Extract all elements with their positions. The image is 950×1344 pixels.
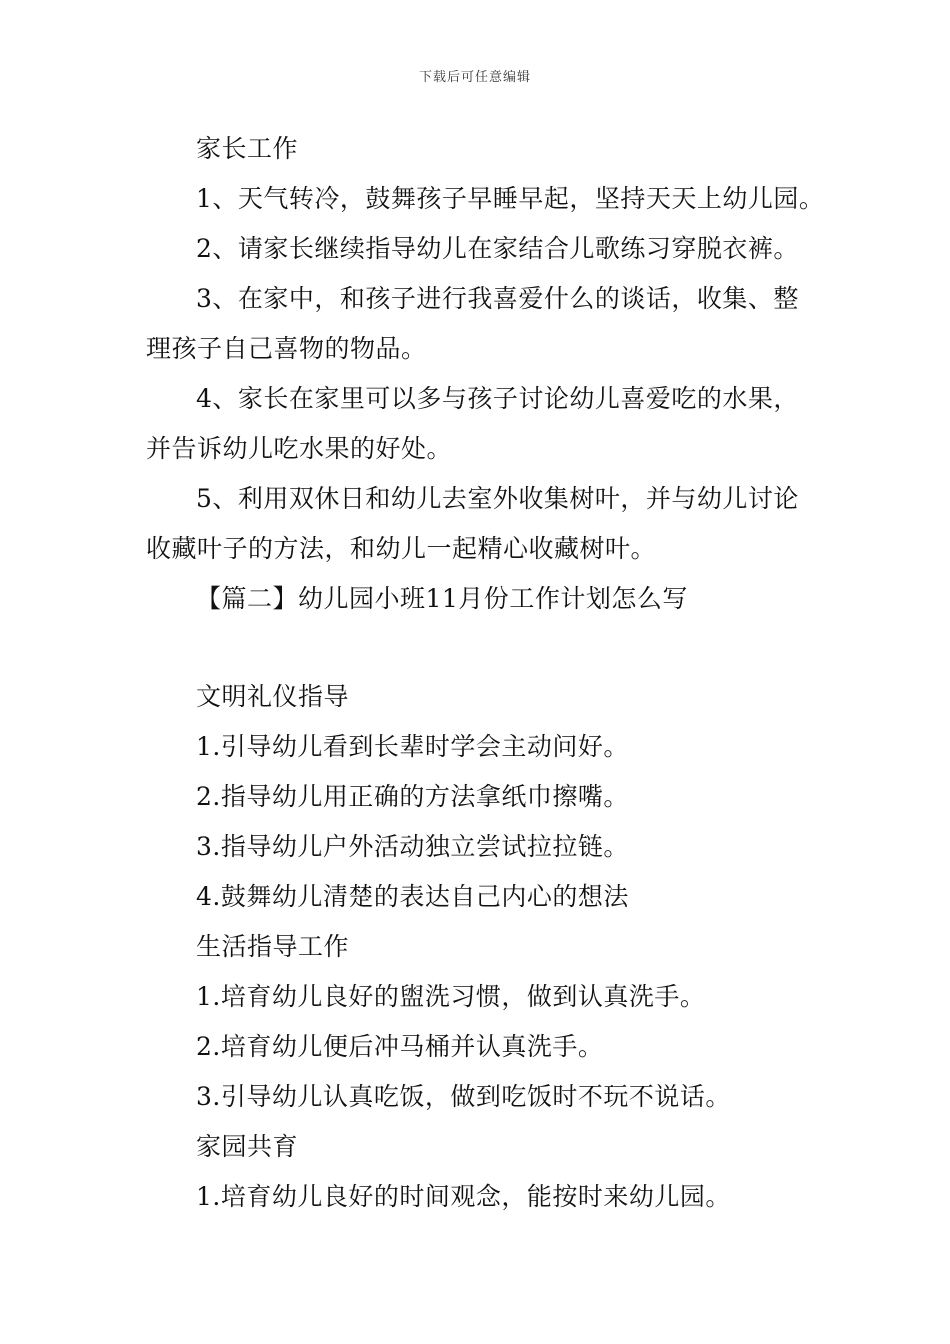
paragraph-line: 4、家长在家里可以多与孩子讨论幼儿喜爱吃的水果， <box>196 384 799 413</box>
list-item: 3.引导幼儿认真吃饭，做到吃饭时不玩不说话。 <box>196 1082 731 1111</box>
paragraph-line: 收藏叶子的方法，和幼儿一起精心收藏树叶。 <box>146 534 657 563</box>
paragraph-line: 2、请家长继续指导幼儿在家结合儿歌练习穿脱衣裤。 <box>196 234 799 263</box>
section-heading-parent-work: 家长工作 <box>196 134 299 163</box>
section-heading-home-school: 家园共育 <box>196 1132 299 1161</box>
part-two-title: 【篇二】幼儿园小班11月份工作计划怎么写 <box>196 584 688 613</box>
section-heading-etiquette: 文明礼仪指导 <box>196 682 350 711</box>
section-heading-life-guidance: 生活指导工作 <box>196 932 350 961</box>
list-item: 1.培育幼儿良好的盥洗习惯，做到认真洗手。 <box>196 982 706 1011</box>
paragraph-line: 3、在家中，和孩子进行我喜爱什么的谈话，收集、整 <box>196 284 799 313</box>
paragraph-line: 1、天气转冷，鼓舞孩子早睡早起，坚持天天上幼儿园。 <box>196 184 825 213</box>
paragraph-line: 理孩子自己喜物的物品。 <box>146 334 427 363</box>
header-note: 下载后可任意编辑 <box>418 70 531 85</box>
list-item: 2.培育幼儿便后冲马桶并认真洗手。 <box>196 1032 604 1061</box>
list-item: 3.指导幼儿户外活动独立尝试拉拉链。 <box>196 832 629 861</box>
list-item: 4.鼓舞幼儿清楚的表达自己内心的想法 <box>196 882 629 911</box>
list-item: 1.培育幼儿良好的时间观念，能按时来幼儿园。 <box>196 1182 731 1211</box>
list-item: 1.引导幼儿看到长辈时学会主动问好。 <box>196 732 629 761</box>
list-item: 2.指导幼儿用正确的方法拿纸巾擦嘴。 <box>196 782 629 811</box>
paragraph-line: 并告诉幼儿吃水果的好处。 <box>146 434 453 463</box>
paragraph-line: 5、利用双休日和幼儿去室外收集树叶，并与幼儿讨论 <box>196 484 799 513</box>
